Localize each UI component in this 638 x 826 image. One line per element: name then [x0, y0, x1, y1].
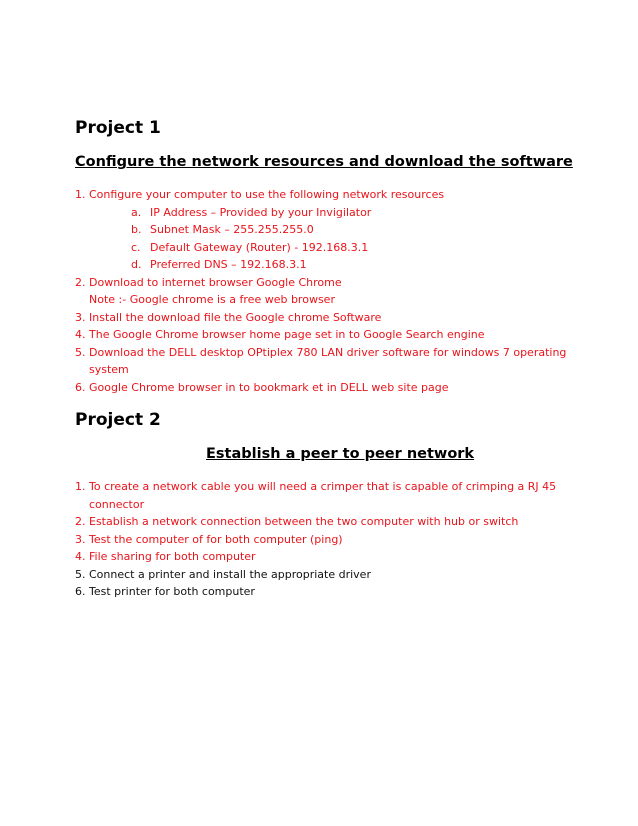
list-item: 5. Download the DELL desktop OPtiplex 780 LAN driver software for windows 7 operating	[75, 345, 567, 359]
list-item: a. IP Address – Provided by your Invigilator	[131, 205, 372, 219]
list-item: 6. Test printer for both computer	[75, 585, 255, 598]
list-item: 6. Google Chrome browser in to bookmark et in DELL web site page	[75, 380, 449, 394]
list-item: c. Default Gateway (Router) - 192.168.3.1	[131, 240, 369, 254]
project-2-heading: Project 2	[75, 410, 161, 430]
project-2-subtitle: Establish a peer to peer network	[206, 446, 475, 462]
list-item: 3. Test the computer of for both computer (ping)	[75, 532, 343, 546]
project-1-heading: Project 1	[75, 118, 161, 138]
list-item: 2. Download to internet browser Google Chrome	[75, 275, 342, 289]
list-item: 1. To create a network cable you will need a crimper that is capable of crimping a RJ 45	[75, 480, 557, 493]
list-item-note: Note :- Google chrome is a free web browser	[89, 293, 335, 306]
list-item: 4. File sharing for both computer	[75, 550, 256, 563]
list-item: b. Subnet Mask – 255.255.255.0	[131, 223, 314, 236]
list-item-continuation: connector	[89, 497, 145, 511]
list-item: 4. The Google Chrome browser home page set in to Google Search engine	[75, 328, 485, 341]
list-item: 2. Establish a network connection between the two computer with hub or switch	[75, 515, 519, 528]
list-item: 5. Connect a printer and install the appropriate driver	[75, 567, 371, 581]
project-2-task-list	[75, 478, 556, 601]
list-item: 1. Configure your computer to use the following network resources	[75, 188, 445, 201]
list-item-continuation: system	[89, 363, 129, 376]
list-item: 3. Install the download file the Google chrome Software	[75, 310, 382, 324]
project-1-subtitle: Configure the network resources and download the software	[75, 154, 573, 170]
project-1-task-list	[75, 186, 566, 396]
list-item: d. Preferred DNS – 192.168.3.1	[131, 258, 307, 271]
